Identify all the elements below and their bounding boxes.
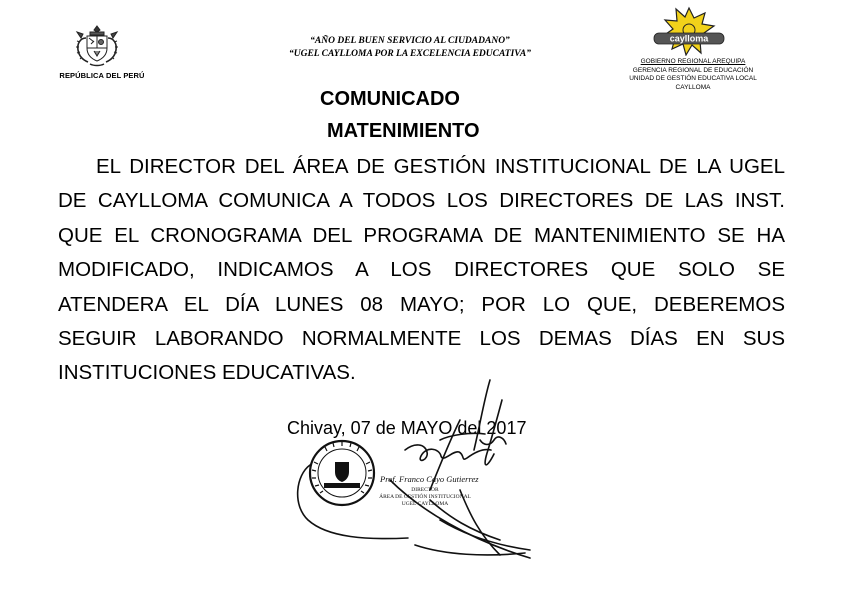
- signer-area: ÁREA DE GESTIÓN INSTITUCIONAL: [379, 494, 471, 500]
- body-line-5: ATENDERA EL DÍA LUNES 08 MAYO; POR LO QUE, DEBEREMOS: [58, 292, 785, 316]
- gov-line-1: GOBIERNO REGIONAL AREQUIPA: [640, 58, 746, 65]
- document-subtitle: MATENIMIENTO: [327, 120, 480, 142]
- signer-unit: UGEL CAYLLOMA: [401, 501, 449, 507]
- gov-line-3: UNIDAD DE GESTIÓN EDUCATIVA LOCAL: [629, 75, 757, 82]
- signature-and-stamp: [280, 370, 570, 570]
- peru-coat-of-arms-icon: [72, 22, 122, 68]
- body-line-3: QUE EL CRONOGRAMA DEL PROGRAMA DE MANTENIMIENTO SE HA: [58, 223, 785, 247]
- announcement-body: [58, 150, 785, 391]
- document-title: COMUNICADO: [320, 88, 460, 110]
- body-line-4: MODIFICADO, INDICAMOS A LOS DIRECTORES QUE SOLO SE: [58, 258, 785, 282]
- ugel-caylloma-logo: [648, 6, 730, 56]
- body-line-7: INSTITUCIONES EDUCATIVAS.: [58, 361, 356, 385]
- motto-line-2: “UGEL CAYLLOMA POR LA EXCELENCIA EDUCATIVA”: [288, 49, 532, 59]
- signer-name: Prof. Franco Cayo Gutierrez: [380, 474, 479, 484]
- handwritten-signature: [298, 380, 530, 558]
- logo-wordmark: caylloma: [669, 33, 709, 44]
- republic-label: REPÚBLICA DEL PERÚ: [59, 71, 145, 80]
- gov-line-2: GERENCIA REGIONAL DE EDUCACIÓN: [632, 66, 754, 74]
- date-line: Chivay, 07 de MAYO del 2017: [287, 418, 527, 438]
- body-line-1: EL DIRECTOR DEL ÁREA DE GESTIÓN INSTITUCIONAL DE LA UGEL: [96, 155, 785, 178]
- motto-line-1: “AÑO DEL BUEN SERVICIO AL CIUDADANO”: [310, 36, 510, 46]
- body-line-2: DE CAYLLOMA COMUNICA A TODOS LOS DIRECTORES DE LAS INST.: [58, 189, 785, 213]
- signer-title: DIRECTOR: [411, 487, 439, 493]
- gov-line-4: CAYLLOMA: [675, 83, 711, 91]
- government-header: [618, 58, 768, 92]
- official-seal-icon: [310, 441, 374, 505]
- header-motto: [250, 35, 570, 61]
- body-line-6: SEGUIR LABORANDO NORMALMENTE LOS DEMAS DÍAS EN SUS: [58, 326, 785, 350]
